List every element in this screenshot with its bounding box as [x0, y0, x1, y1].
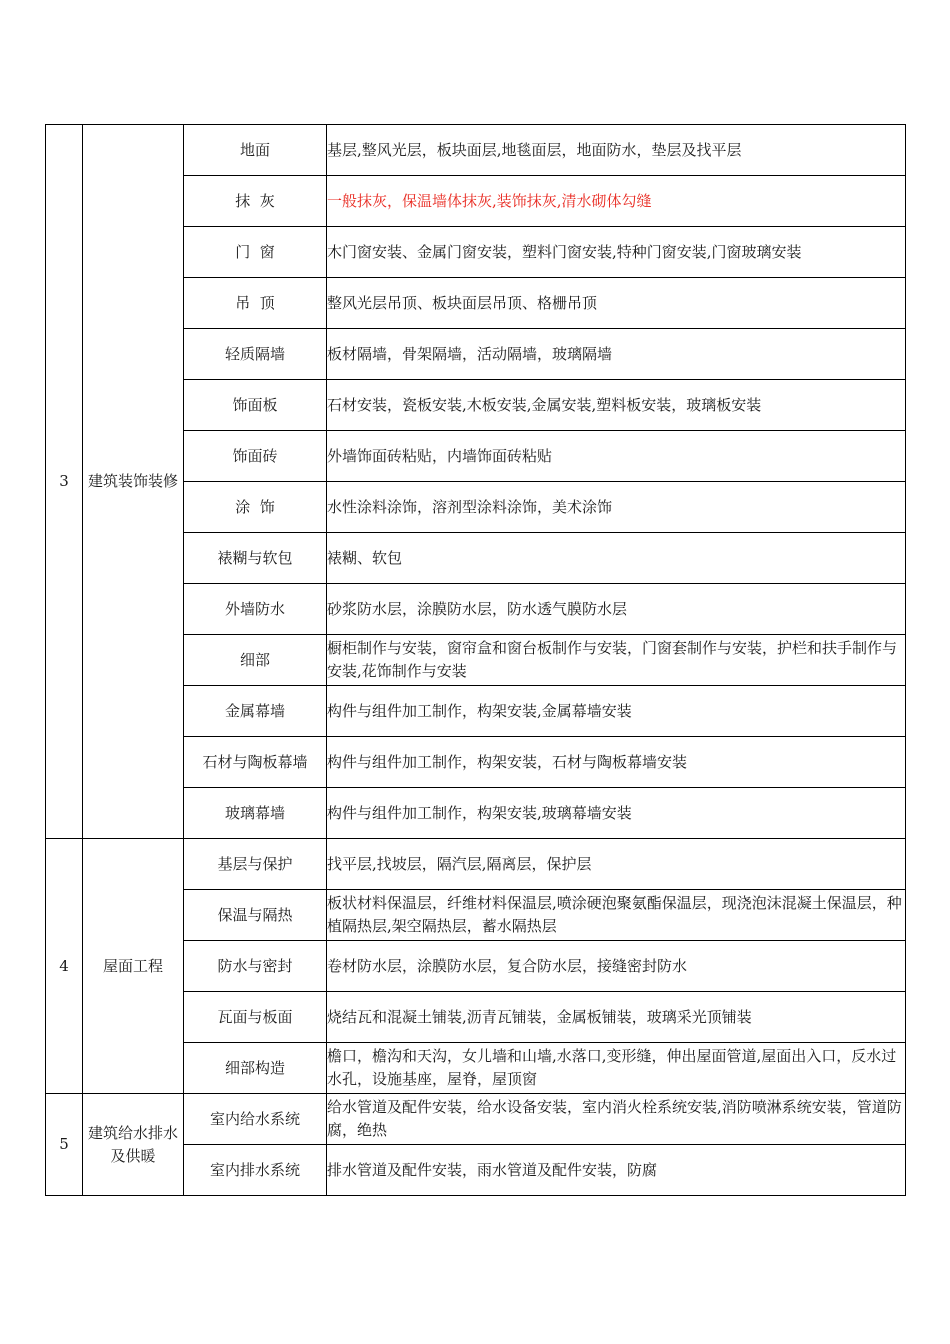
sub-item-name: 门 窗 — [184, 227, 327, 278]
sub-item-name: 室内排水系统 — [184, 1145, 327, 1196]
construction-spec-table — [45, 124, 906, 1196]
section-number: 4 — [46, 839, 83, 1094]
sub-item-name: 瓦面与板面 — [184, 992, 327, 1043]
sub-item-name: 外墙防水 — [184, 584, 327, 635]
sub-item-name: 细部构造 — [184, 1043, 327, 1094]
sub-item-name: 防水与密封 — [184, 941, 327, 992]
section-name: 建筑给水排水及供暖 — [83, 1094, 184, 1196]
sub-item-content: 外墙饰面砖粘贴，内墙饰面砖粘贴 — [327, 431, 906, 482]
sub-item-name: 玻璃幕墙 — [184, 788, 327, 839]
sub-item-content: 一般抹灰，保温墙体抹灰,装饰抹灰,清水砌体勾缝 — [327, 176, 906, 227]
table-row — [46, 839, 906, 890]
sub-item-content: 卷材防水层，涂膜防水层，复合防水层，接缝密封防水 — [327, 941, 906, 992]
sub-item-content: 构件与组件加工制作，构架安装，石材与陶板幕墙安装 — [327, 737, 906, 788]
section-name: 屋面工程 — [83, 839, 184, 1094]
section-number: 5 — [46, 1094, 83, 1196]
sub-item-content: 木门窗安装、金属门窗安装，塑料门窗安装,特种门窗安装,门窗玻璃安装 — [327, 227, 906, 278]
sub-item-name: 饰面板 — [184, 380, 327, 431]
sub-item-content: 砂浆防水层，涂膜防水层，防水透气膜防水层 — [327, 584, 906, 635]
sub-item-content: 基层,整风光层，板块面层,地毯面层，地面防水，垫层及找平层 — [327, 125, 906, 176]
sub-item-content: 板状材料保温层，纤维材料保温层,喷涂硬泡聚氨酯保温层，现浇泡沫混凝土保温层，种植隔热层,架空隔热层，蓄水隔热层 — [327, 890, 906, 941]
sub-item-content: 排水管道及配件安装，雨水管道及配件安装，防腐 — [327, 1145, 906, 1196]
sub-item-content: 构件与组件加工制作，构架安装,金属幕墙安装 — [327, 686, 906, 737]
section-number: 3 — [46, 125, 83, 839]
sub-item-content: 板材隔墙，骨架隔墙，活动隔墙，玻璃隔墙 — [327, 329, 906, 380]
table-row — [46, 125, 906, 176]
sub-item-content: 橱柜制作与安装，窗帘盒和窗台板制作与安装，门窗套制作与安装，护栏和扶手制作与安装,花饰制作与安装 — [327, 635, 906, 686]
sub-item-name: 室内给水系统 — [184, 1094, 327, 1145]
sub-item-name: 饰面砖 — [184, 431, 327, 482]
sub-item-name: 基层与保护 — [184, 839, 327, 890]
sub-item-name: 吊 顶 — [184, 278, 327, 329]
sub-item-content: 烧结瓦和混凝土铺装,沥青瓦铺装，金属板铺装，玻璃采光顶铺装 — [327, 992, 906, 1043]
section-name: 建筑装饰装修 — [83, 125, 184, 839]
spec-table-body — [46, 125, 906, 1196]
sub-item-name: 石材与陶板幕墙 — [184, 737, 327, 788]
sub-item-name: 裱糊与软包 — [184, 533, 327, 584]
sub-item-name: 轻质隔墙 — [184, 329, 327, 380]
sub-item-name: 地面 — [184, 125, 327, 176]
sub-item-content: 找平层,找坡层，隔汽层,隔离层，保护层 — [327, 839, 906, 890]
sub-item-content: 整风光层吊顶、板块面层吊顶、格栅吊顶 — [327, 278, 906, 329]
sub-item-name: 抹 灰 — [184, 176, 327, 227]
sub-item-name: 细部 — [184, 635, 327, 686]
sub-item-content: 石材安装，瓷板安装,木板安装,金属安装,塑料板安装，玻璃板安装 — [327, 380, 906, 431]
sub-item-content: 水性涂料涂饰，溶剂型涂料涂饰，美术涂饰 — [327, 482, 906, 533]
sub-item-content: 檐口，檐沟和天沟，女儿墙和山墙,水落口,变形缝，伸出屋面管道,屋面出入口，反水过水孔，设施基座，屋脊，屋顶窗 — [327, 1043, 906, 1094]
sub-item-name: 保温与隔热 — [184, 890, 327, 941]
sub-item-name: 涂 饰 — [184, 482, 327, 533]
sub-item-content: 构件与组件加工制作，构架安装,玻璃幕墙安装 — [327, 788, 906, 839]
sub-item-content: 给水管道及配件安装，给水设备安装，室内消火栓系统安装,消防喷淋系统安装，管道防腐，绝热 — [327, 1094, 906, 1145]
table-row — [46, 1094, 906, 1145]
sub-item-content: 裱糊、软包 — [327, 533, 906, 584]
sub-item-name: 金属幕墙 — [184, 686, 327, 737]
